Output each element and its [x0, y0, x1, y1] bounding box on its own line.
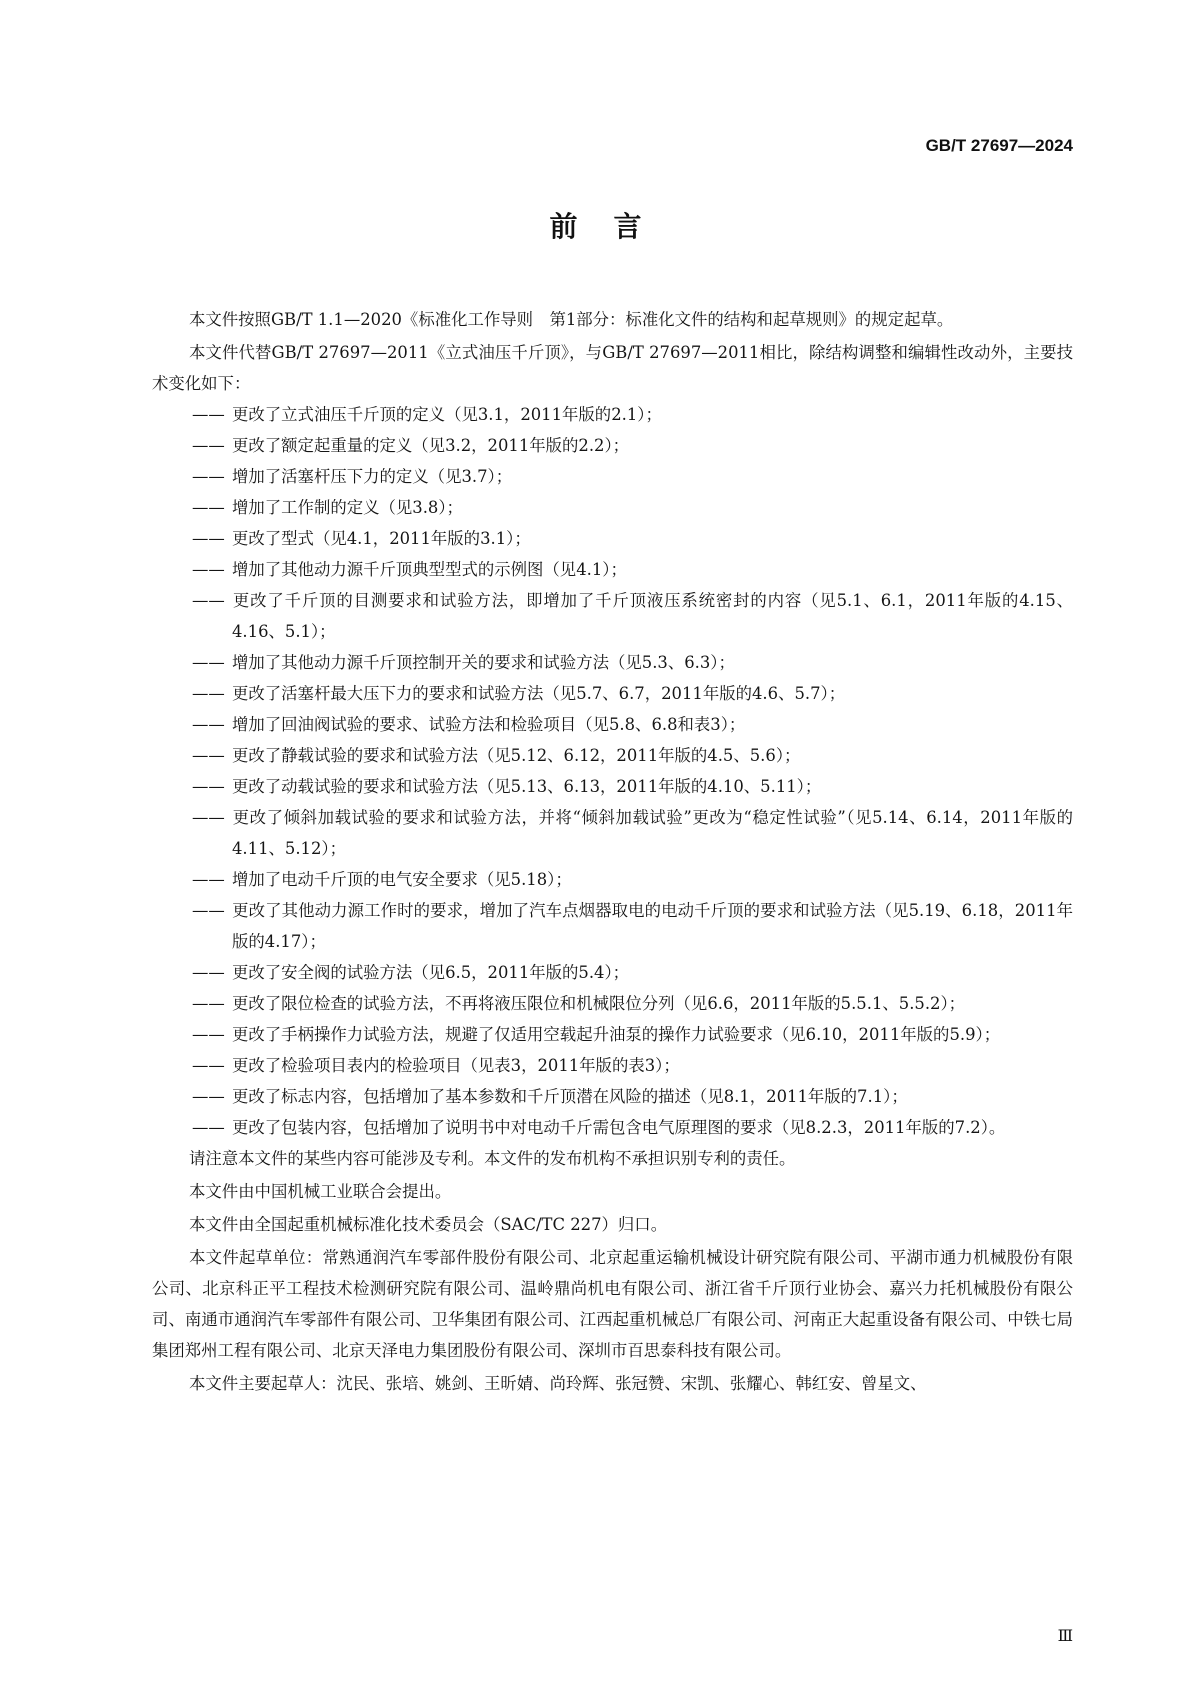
list-item [152, 647, 1073, 678]
dash-marker: —— [192, 684, 225, 703]
list-item-text: 更改了动载试验的要求和试验方法（见5.13、6.13，2011年版的4.10、5.11）； [232, 777, 822, 796]
list-item-text: 更改了限位检查的试验方法，不再将液压限位和机械限位分列（见6.6，2011年版的5.5.1、5.5.2）； [232, 994, 966, 1013]
list-item-text: 增加了回油阀试验的要求、试验方法和检验项目（见5.8、6.8和表3）； [232, 715, 746, 734]
list-item [152, 399, 1073, 430]
list-item-text: 更改了立式油压千斤顶的定义（见3.1，2011年版的2.1）； [232, 405, 662, 424]
list-item-text: 更改了检验项目表内的检验项目（见表3，2011年版的表3）； [232, 1056, 680, 1075]
dash-marker: —— [192, 1087, 225, 1106]
intro-paragraph: 本文件按照GB/T 1.1—2020《标准化工作导则 第1部分：标准化文件的结构和起草规则》的规定起草。 [189, 310, 954, 329]
list-item-text: 增加了其他动力源千斤顶典型型式的示例图（见4.1）； [232, 560, 627, 579]
list-item [152, 1019, 1073, 1050]
list-item-text: 更改了其他动力源工作时的要求，增加了汽车点烟器取电的电动千斤顶的要求和试验方法（见5.19、6.18，2011年版的4.17）； [232, 901, 1073, 951]
drafting-units: 本文件起草单位：常熟通润汽车零部件股份有限公司、北京起重运输机械设计研究院有限公司、平湖市通力机械股份有限公司、北京科正平工程技术检测研究院有限公司、温岭鼎尚机电有限公司、浙江省千斤顶行业协会、嘉兴力托机械股份有限公司、南通市通润汽车零部件有限公司、卫华集团有限公司、江西起重机械总厂有限公司、河南正大起重设备有限公司、中铁七局集团郑州工程有限公司、北京天泽电力集团股份有限公司、深圳市百思泰科技有限公司。 [152, 1248, 1073, 1360]
page-number: Ⅲ [1057, 1628, 1073, 1645]
page-title: 前言 [549, 210, 678, 243]
dash-marker: —— [192, 467, 225, 486]
list-item-text: 更改了倾斜加载试验的要求和试验方法，并将“倾斜加载试验”更改为“稳定性试验”（见5.14、6.14，2011年版的4.11、5.12）； [232, 808, 1073, 858]
list-item [152, 740, 1073, 771]
list-item-text: 更改了静载试验的要求和试验方法（见5.12、6.12，2011年版的4.5、5.6）； [232, 746, 801, 765]
list-item-text: 更改了安全阀的试验方法（见6.5，2011年版的5.4）； [232, 963, 630, 982]
dash-marker: —— [192, 746, 225, 765]
list-item [152, 461, 1073, 492]
list-item-text: 更改了千斤顶的目测要求和试验方法，即增加了千斤顶液压系统密封的内容（见5.1、6.1，2011年版的4.15、4.16、5.1）； [232, 591, 1073, 641]
committee-statement: 本文件由全国起重机械标准化技术委员会（SAC/TC 227）归口。 [189, 1215, 668, 1234]
dash-marker: —— [192, 591, 225, 610]
standard-number: GB/T 27697—2024 [925, 136, 1073, 155]
list-item [152, 585, 1073, 647]
list-item [152, 957, 1073, 988]
list-item [152, 988, 1073, 1019]
dash-marker: —— [192, 1118, 225, 1137]
list-item [152, 709, 1073, 740]
proposer-statement: 本文件由中国机械工业联合会提出。 [189, 1182, 452, 1201]
list-item-text: 更改了型式（见4.1，2011年版的3.1）； [232, 529, 531, 548]
dash-marker: —— [192, 963, 225, 982]
dash-marker: —— [192, 808, 225, 827]
document-body [152, 304, 1073, 1399]
list-item-text: 更改了手柄操作力试验方法，规避了仅适用空载起升油泵的操作力试验要求（见6.10，2011年版的5.9）； [232, 1025, 1001, 1044]
list-item [152, 523, 1073, 554]
dash-marker: —— [192, 715, 225, 734]
list-item-text: 增加了电动千斤顶的电气安全要求（见5.18）； [232, 870, 572, 889]
drafters: 本文件主要起草人：沈民、张培、姚剑、王昕婧、尚玲辉、张冠赞、宋凯、张耀心、韩红安、曾星文、 [189, 1374, 927, 1393]
list-item-text: 更改了活塞杆最大压下力的要求和试验方法（见5.7、6.7，2011年版的4.6、5.7）； [232, 684, 846, 703]
list-item [152, 771, 1073, 802]
list-item [152, 1081, 1073, 1112]
dash-marker: —— [192, 405, 225, 424]
dash-marker: —— [192, 498, 225, 517]
list-item-text: 增加了其他动力源千斤顶控制开关的要求和试验方法（见5.3、6.3）； [232, 653, 735, 672]
patent-notice: 请注意本文件的某些内容可能涉及专利。本文件的发布机构不承担识别专利的责任。 [189, 1149, 796, 1168]
list-item [152, 1050, 1073, 1081]
dash-marker: —— [192, 529, 225, 548]
list-item-text: 增加了工作制的定义（见3.8）； [232, 498, 463, 517]
dash-marker: —— [192, 1056, 225, 1075]
list-item [152, 864, 1073, 895]
list-item-text: 增加了活塞杆压下力的定义（见3.7）； [232, 467, 513, 486]
dash-marker: —— [192, 1025, 225, 1044]
list-item-text: 更改了额定起重量的定义（见3.2，2011年版的2.2）； [232, 436, 630, 455]
dash-marker: —— [192, 901, 225, 920]
list-item [152, 1112, 1073, 1143]
dash-marker: —— [192, 994, 225, 1013]
list-item [152, 895, 1073, 957]
dash-marker: —— [192, 653, 225, 672]
list-item [152, 430, 1073, 461]
list-item-text: 更改了标志内容，包括增加了基本参数和千斤顶潜在风险的描述（见8.1，2011年版的7.1）； [232, 1087, 908, 1106]
dash-marker: —— [192, 560, 225, 579]
list-item [152, 678, 1073, 709]
list-item [152, 802, 1073, 864]
list-item [152, 554, 1073, 585]
list-item-text: 更改了包装内容，包括增加了说明书中对电动千斤需包含电气原理图的要求（见8.2.3，2011年版的7.2）。 [232, 1118, 1006, 1137]
intro-paragraph: 本文件代替GB/T 27697—2011《立式油压千斤顶》，与GB/T 27697—2011相比，除结构调整和编辑性改动外，主要技术变化如下： [152, 343, 1073, 393]
list-item [152, 492, 1073, 523]
dash-marker: —— [192, 777, 225, 796]
dash-marker: —— [192, 436, 225, 455]
changes-list [152, 399, 1073, 1143]
dash-marker: —— [192, 870, 225, 889]
